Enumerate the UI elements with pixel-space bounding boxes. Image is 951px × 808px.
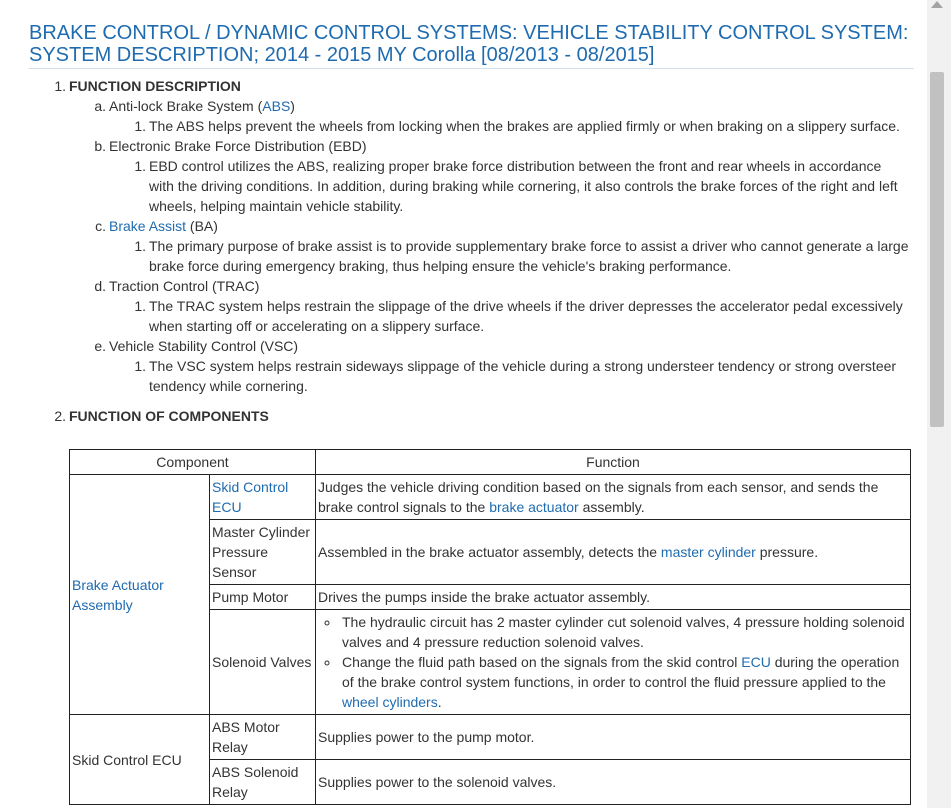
list-item-vsc: [0, 336, 930, 356]
function-cell: Supplies power to the pump motor.: [316, 715, 911, 760]
list-item: [0, 356, 930, 396]
item-text: The TRAC system helps restrain the slippage of the drive wheels if the driver depresses the accelerator pedal excessively when starting off or accelerating on a slippery surface.: [149, 298, 903, 334]
function-cell: [316, 610, 911, 715]
item-heading: [109, 96, 930, 116]
item-heading-text: Anti-lock Brake System (: [109, 98, 263, 114]
item-heading: [109, 216, 930, 236]
list-item: [0, 156, 930, 216]
document-outline: [0, 76, 930, 426]
function-bullet-list: [318, 612, 908, 712]
function-cell: Drives the pumps inside the brake actuator assembly.: [316, 585, 911, 610]
components-table: [69, 449, 911, 805]
scroll-up-arrow-icon[interactable]: [931, 1, 943, 8]
item-heading: Vehicle Stability Control (VSC): [109, 338, 299, 354]
item-number: 1.: [134, 358, 146, 374]
brake-actuator-link[interactable]: brake actuator: [489, 499, 579, 515]
list-item-ebd: [0, 136, 930, 156]
item-letter: d.: [94, 278, 106, 294]
item-number: 1.: [134, 298, 146, 314]
bullet-text: during the operation of the brake control system functions, in order to control the fluid pressure applied to the: [342, 654, 900, 690]
abs-link[interactable]: ABS: [262, 98, 291, 114]
subcomponent-cell: Master Cylinder Pressure Sensor: [210, 520, 316, 585]
item-number: 1.: [134, 238, 146, 254]
list-item: [0, 236, 930, 276]
item-letter: b.: [94, 138, 106, 154]
table-header-row: [70, 450, 911, 475]
brake-assist-link[interactable]: Brake Assist: [109, 218, 187, 234]
item-text: The primary purpose of brake assist is to provide supplementary brake force to assist a driver who cannot generate a large brake force during emergency braking, thus helping ensure the vehicle's braking performance.: [149, 238, 909, 274]
function-text-suffix: pressure.: [755, 544, 819, 560]
list-item: [0, 296, 930, 336]
item-heading-suffix: ): [290, 98, 295, 114]
function-cell: [316, 475, 911, 520]
item-letter: a.: [94, 98, 106, 114]
table-row: [70, 715, 911, 760]
item-number: 1.: [134, 118, 146, 134]
item-text: The ABS helps prevent the wheels from locking when the brakes are applied firmly or when braking on a slippery surface.: [149, 118, 900, 134]
function-cell: [316, 520, 911, 585]
ecu-link[interactable]: ECU: [741, 654, 771, 670]
bullet-item: ◦ The hydraulic circuit has 2 master cylinder cut solenoid valves, 4 pressure holding solenoid valves and 4 pressure reduction solenoid valves.: [340, 612, 908, 652]
subcomponent-cell: [210, 475, 316, 520]
list-item-trac: [0, 276, 930, 296]
vertical-scrollbar[interactable]: [927, 0, 951, 808]
item-number: 1.: [134, 158, 146, 174]
function-text-suffix: assembly.: [578, 499, 645, 515]
section-heading: FUNCTION DESCRIPTION: [69, 78, 241, 94]
subcomponent-cell: Solenoid Valves: [210, 610, 316, 715]
spacer: [0, 396, 930, 406]
brake-actuator-assembly-link[interactable]: Brake Actuator Assembly: [72, 576, 164, 613]
skid-control-ecu-link[interactable]: Skid Control ECU: [212, 479, 289, 515]
list-item: [0, 116, 930, 136]
list-item-brake-assist: [0, 216, 930, 236]
section-function-description: [0, 76, 930, 96]
section-number: 1.: [54, 78, 66, 94]
bullet-text-suffix: .: [437, 694, 442, 710]
page-title: BRAKE CONTROL / DYNAMIC CONTROL SYSTEMS: VEHICLE STABILITY CONTROL SYSTEM: SYSTEM DESCRIPTION; 2014 - 2015 MY Corolla [08/2013 - 08/2015]: [29, 22, 914, 69]
table-row: [70, 475, 911, 520]
bullet-text: Change the fluid path based on the signals from the skid control: [342, 654, 742, 670]
bullet-item: [340, 652, 908, 712]
item-heading: Electronic Brake Force Distribution (EBD): [109, 138, 367, 154]
component-group-cell: Skid Control ECU: [70, 715, 210, 805]
component-group-cell: [70, 475, 210, 715]
section-function-of-components: [0, 406, 930, 426]
subcomponent-cell: ABS Solenoid Relay: [210, 760, 316, 805]
item-text: The VSC system helps restrain sideways slippage of the vehicle during a strong understeer tendency or strong oversteer tendency while cornering.: [149, 358, 897, 394]
section-heading: FUNCTION OF COMPONENTS: [69, 408, 269, 424]
subcomponent-cell: Pump Motor: [210, 585, 316, 610]
item-heading: Traction Control (TRAC): [109, 278, 260, 294]
master-cylinder-link[interactable]: master cylinder: [660, 544, 756, 560]
column-header-function: Function: [316, 450, 911, 475]
function-text: Judges the vehicle driving condition based on the signals from each sensor, and sends the brake control signals to the: [318, 479, 879, 515]
subcomponent-cell: ABS Motor Relay: [210, 715, 316, 760]
list-item-abs: [0, 96, 930, 116]
item-letter: c.: [95, 218, 106, 234]
item-heading-suffix: (BA): [186, 218, 218, 234]
wheel-cylinders-link[interactable]: wheel cylinders: [342, 694, 438, 710]
column-header-component: Component: [70, 450, 316, 475]
item-letter: e.: [94, 338, 106, 354]
section-number: 2.: [54, 408, 66, 424]
function-cell: Supplies power to the solenoid valves.: [316, 760, 911, 805]
item-text: EBD control utilizes the ABS, realizing proper brake force distribution between the front and rear wheels in accordance with the driving conditions. In addition, during braking while cornering, it also controls the brake forces of the right and left wheels, helping maintain vehicle stability.: [149, 158, 898, 214]
scrollbar-thumb[interactable]: [930, 72, 944, 427]
function-text: Assembled in the brake actuator assembly, detects the: [318, 544, 661, 560]
